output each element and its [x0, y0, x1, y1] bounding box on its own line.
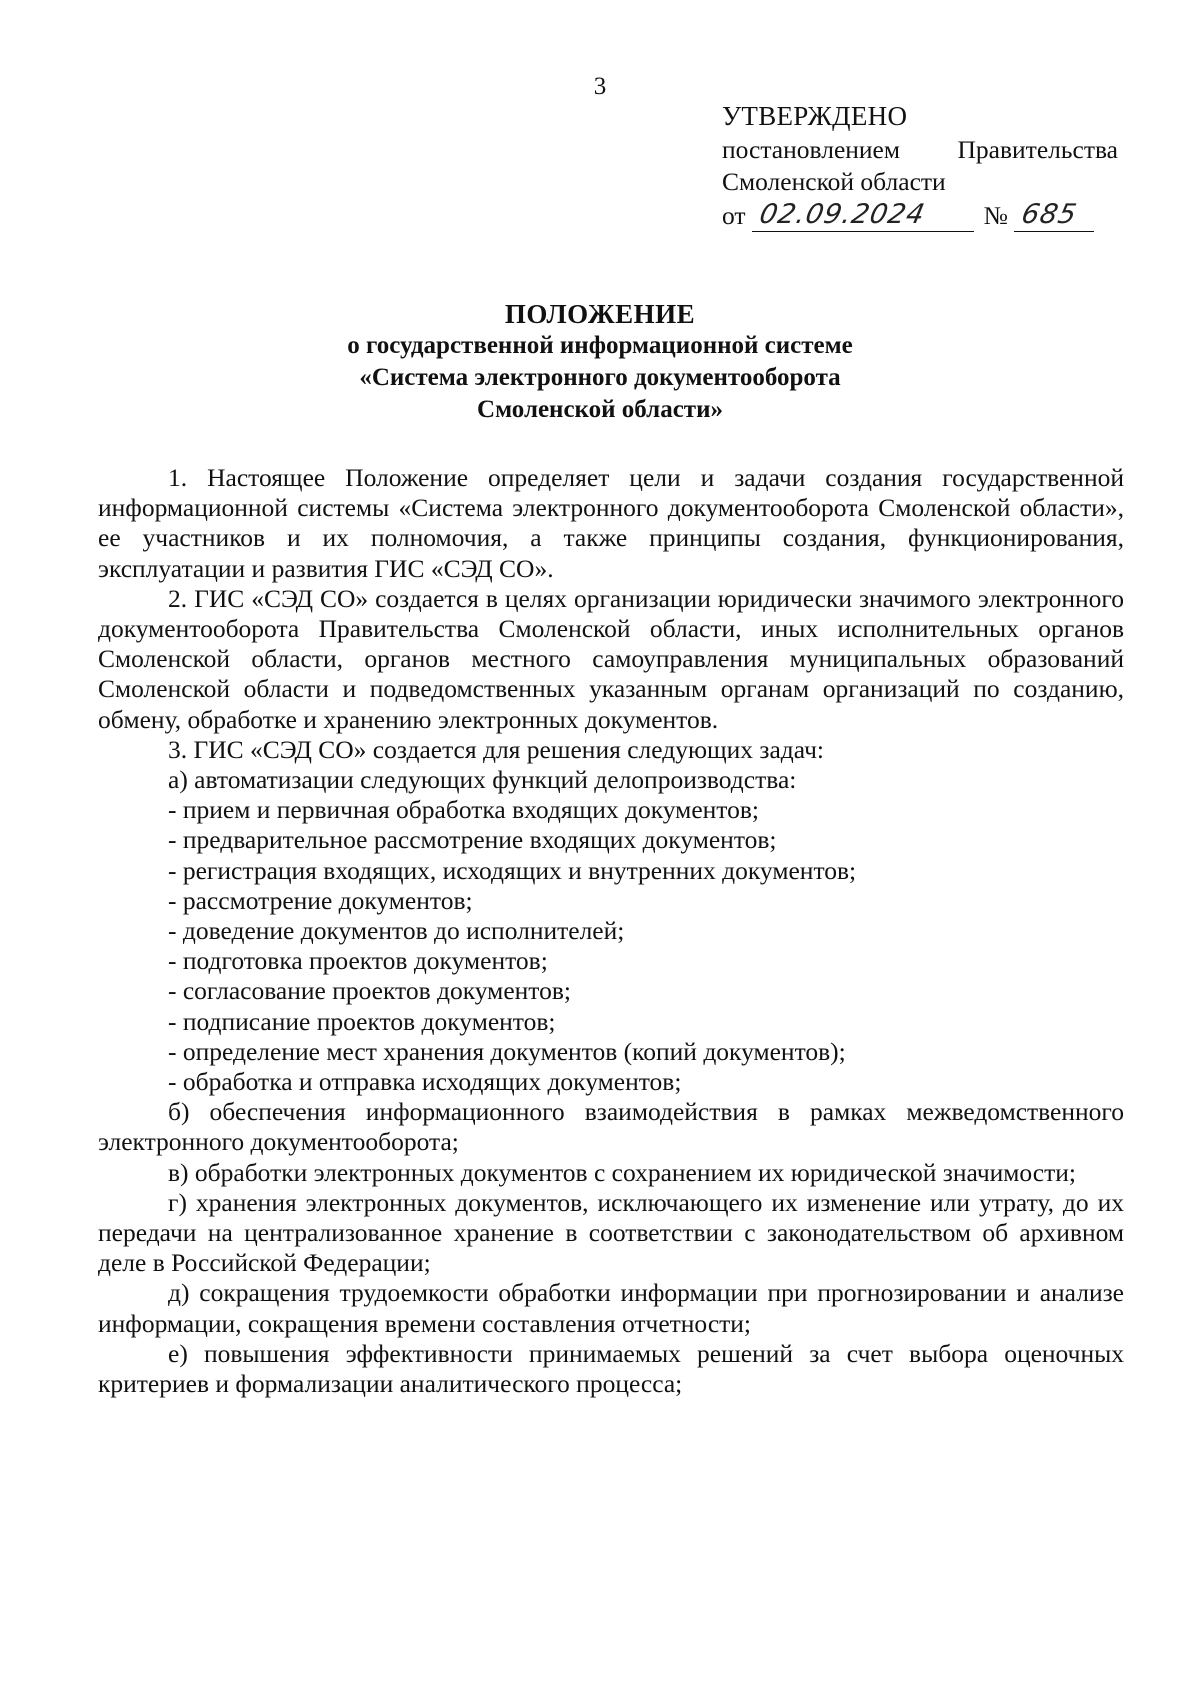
heading-line-2: о государственной информационной системе — [347, 332, 853, 359]
handwritten-date: 02.09.2024 — [756, 199, 928, 230]
number-prefix: № — [983, 201, 1008, 230]
subparagraph-b: б) обеспечения информационного взаимодействия в рамках межведомственного электронного документооборота; — [98, 1097, 1124, 1157]
list-item: - определение мест хранения документов (копий документов); — [168, 1036, 846, 1066]
list-item: - подготовка проектов документов; — [168, 946, 548, 976]
approval-date-row — [722, 200, 1122, 232]
document-body — [98, 463, 1124, 1399]
subparagraph-a: а) автоматизации следующих функций делопроизводства: — [168, 765, 797, 795]
handwritten-number: 685 — [1018, 199, 1080, 230]
heading-main: ПОЛОЖЕНИЕ — [504, 299, 696, 329]
paragraph-1: 1. Настоящее Положение определяет цели и задачи создания государственной информационной системы «Система электронного документооборота Смоленской области», ее участников и их полномочия, а также принципы создания, функционирования, эксплуатации и развития ГИС «СЭД СО». — [98, 463, 1124, 583]
list-item: - подписание проектов документов; — [168, 1006, 556, 1036]
subparagraph-d: д) сокращения трудоемкости обработки информации при прогнозировании и анализе информации, сокращения времени составления отчетности; — [98, 1278, 1124, 1338]
subparagraph-e: е) повышения эффективности принимаемых решений за счет выбора оценочных критериев и формализации аналитического процесса; — [98, 1338, 1124, 1399]
approval-line-1-right: Правительства — [957, 135, 1118, 164]
approval-line-1-left: постановлением — [722, 135, 901, 164]
page-number: 3 — [593, 73, 607, 100]
number-blank — [1014, 199, 1094, 232]
approval-stamp-block — [722, 98, 1122, 232]
date-prefix: от — [722, 201, 746, 230]
paragraph-2: 2. ГИС «СЭД СО» создается в целях организации юридически значимого электронного документооборота Правительства Смоленской области, иных исполнительных органов Смоленской области, органов местного самоуправления муниципальных образований Смоленской области и подведомственных указанным органам организаций по созданию, обмену, обработке и хранению электронных документов. — [98, 583, 1124, 734]
heading-line-4: Смоленской области» — [477, 396, 723, 423]
approval-line-2: Смоленской области — [722, 167, 946, 196]
list-item: - доведение документов до исполнителей; — [168, 916, 625, 946]
list-item: - обработка и отправка исходящих документов; — [168, 1067, 682, 1097]
list-item: - рассмотрение документов; — [168, 885, 473, 915]
subparagraph-g: г) хранения электронных документов, исключающего их изменение или утрату, до их передачи на централизованное хранение в соответствии с законодательством об архивном деле в Российской Федерации; — [98, 1187, 1124, 1278]
approval-line-1 — [722, 134, 1118, 166]
list-item: - предварительное рассмотрение входящих документов; — [168, 825, 777, 855]
heading-line-3: «Система электронного документооборота — [359, 364, 841, 391]
approval-title: УТВЕРЖДЕНО — [722, 101, 908, 131]
list-item: - согласование проектов документов; — [168, 976, 571, 1006]
date-blank — [752, 199, 974, 232]
list-item: - регистрация входящих, исходящих и внутренних документов; — [168, 855, 857, 885]
paragraph-3: 3. ГИС «СЭД СО» создается для решения следующих задач: — [168, 734, 824, 764]
subparagraph-v: в) обработки электронных документов с сохранением их юридической значимости; — [168, 1157, 1077, 1187]
document-heading — [0, 298, 1200, 426]
list-item: - прием и первичная обработка входящих документов; — [168, 795, 759, 825]
